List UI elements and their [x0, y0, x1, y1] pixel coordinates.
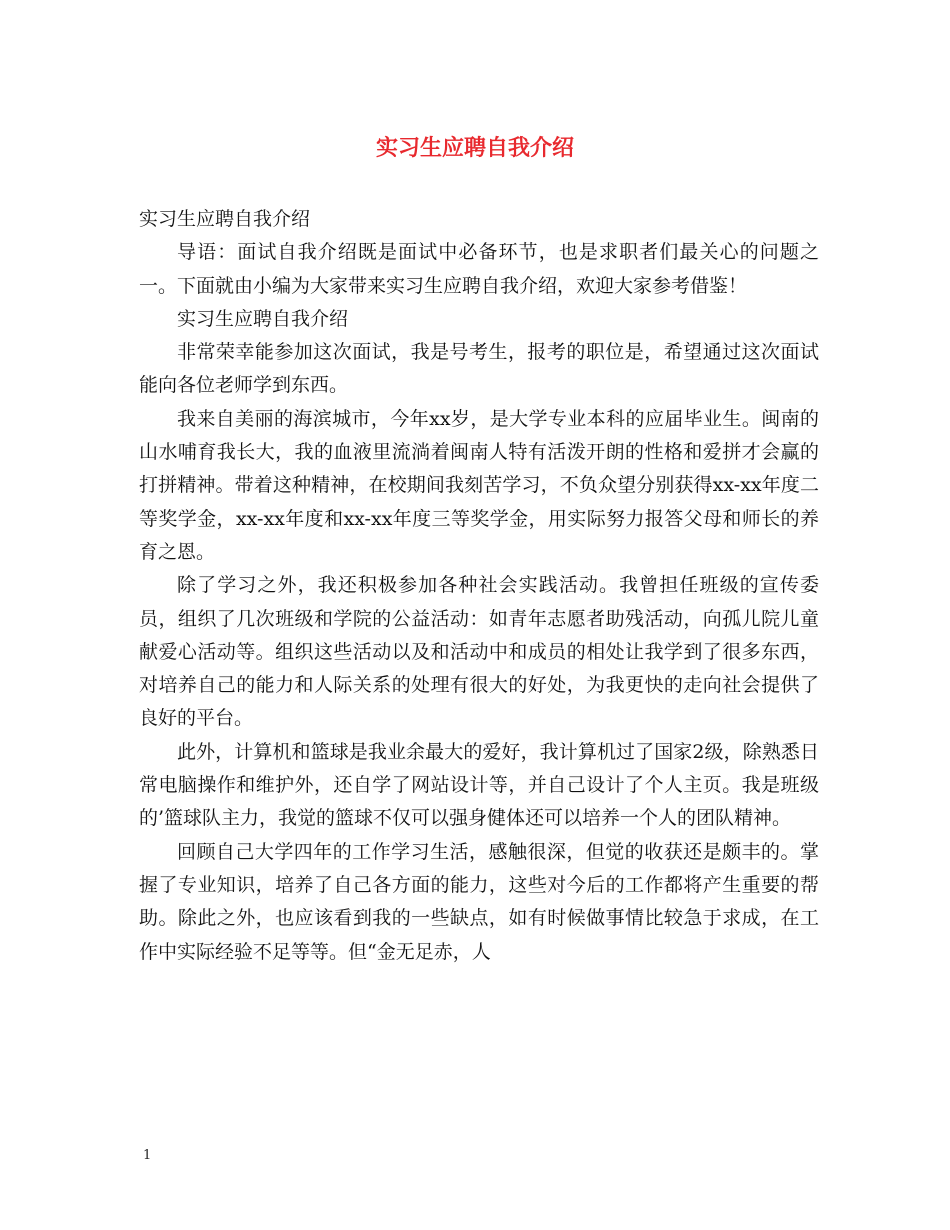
- page-number: 1: [143, 1148, 152, 1163]
- body-paragraph: 我来自美丽的海滨城市，今年xx岁，是大学专业本科的应届毕业生。闽南的山水哺育我长大，我的血液里流淌着闽南人特有活泼开朗的性格和爱拼才会赢的打拼精神。带着这种精神，在校期间我刻苦学习，不负众望分别获得xx-xx年度二等奖学金，xx-xx年度和xx-xx年度三等奖学金，用实际努力报答父母和师长的养育之恩。: [139, 407, 819, 563]
- document-body: [139, 203, 819, 969]
- section-heading: 实习生应聘自我介绍: [139, 208, 311, 230]
- body-paragraph: 此外，计算机和篮球是我业余最大的爱好，我计算机过了国家2级，除熟悉日常电脑操作和维护外，还自学了网站设计等，并自己设计了个人主页。我是班级的’篮球队主力，我觉的篮球不仅可以强身健体还可以培养一个人的团队精神。: [139, 740, 819, 830]
- body-paragraph: 除了学习之外，我还积极参加各种社会实践活动。我曾担任班级的宣传委员，组织了几次班级和学院的公益活动：如青年志愿者助残活动，向孤儿院儿童献爱心活动等。组织这些活动以及和活动中和成员的相处让我学到了很多东西，对培养自己的能力和人际关系的处理有很大的好处，为我更快的走向社会提供了良好的平台。: [139, 574, 819, 730]
- body-paragraph: 非常荣幸能参加这次面试，我是号考生，报考的职位是，希望通过这次面试能向各位老师学到东西。: [139, 341, 819, 397]
- document-title: 实习生应聘自我介绍: [375, 135, 574, 161]
- subheading-paragraph: 实习生应聘自我介绍: [177, 307, 349, 330]
- body-paragraph: 回顾自己大学四年的工作学习生活，感触很深，但觉的收获还是颇丰的。掌握了专业知识，培养了自己各方面的能力，这些对今后的工作都将产生重要的帮助。除此之外，也应该看到我的一些缺点，如有时候做事情比较急于求成，在工作中实际经验不足等等。但“金无足赤，人: [139, 840, 819, 963]
- intro-paragraph: 导语：面试自我介绍既是面试中必备环节，也是求职者们最关心的问题之一。下面就由小编为大家带来实习生应聘自我介绍，欢迎大家参考借鉴！: [139, 241, 819, 297]
